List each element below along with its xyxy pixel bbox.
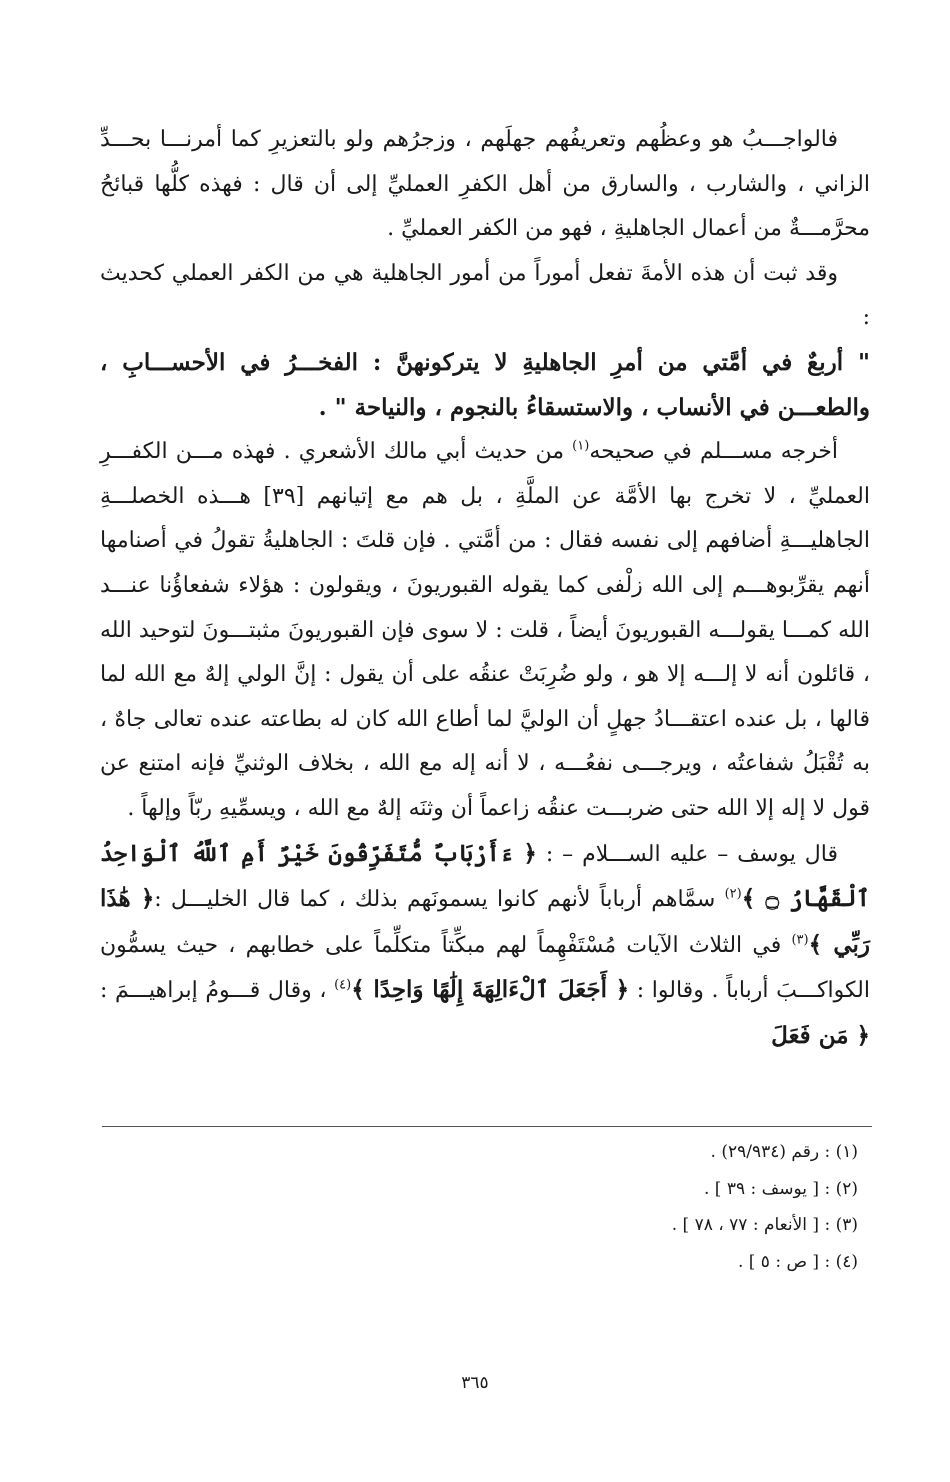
footnote-1: (١) : رقم (٢٩/٩٣٤) . bbox=[710, 1142, 858, 1162]
hadith-quote: " أربعٌ في أمَّتي من أمرِ الجاهليةِ لا يتركونهنَّ : الفخـــرُ في الأحســـابِ ، والطعـــن في الأنساب ، والاستسقاءُ بالنجوم ، والنياحة " . bbox=[100, 348, 870, 421]
paragraph-4-intro: قال يوسف – عليه الســـلام – : bbox=[536, 841, 838, 867]
footnote-ref-2[interactable]: (٢) bbox=[724, 886, 742, 902]
quran-verse-2: ﴿ هَٰذَا رَبِّي ﴾ bbox=[100, 885, 870, 958]
footnote-3: (٣) : [ الأنعام : ٧٧ ، ٧٨ ] . bbox=[671, 1215, 858, 1235]
paragraph-4-text-3: في الثلاث الآيات مُسْتَفْهِماً لهم مبكِّتاً متكلِّماً على خطابهم ، حيث يسمُّون الكواكـــبَ أرباباً . وقالوا : bbox=[100, 932, 870, 1004]
paragraph-3 bbox=[100, 430, 870, 831]
quran-verse-1: ﴿ ءَأَرْبَابٌ مُّتَفَرِّقُونَ خَيْرٌ أَمِ ٱللَّهُ ٱلْوَاحِدُ ٱلْقَهَّارُ ۝ ﴾ bbox=[100, 839, 871, 913]
footnote-2: (٢) : [ يوسف : ٣٩ ] . bbox=[704, 1178, 858, 1199]
paragraph-1: فالواجـــبُ هو وعظُهم وتعريفُهم جهلَهم ، وزجرُهم ولو بالتعزيرِ كما أمرنـــا بحـــدِّ الزاني ، والشارب ، والسارق من أهل الكفرِ العمليِّ إلى أن قال : فهذه كلُّها قبائحُ محرَّمـــةٌ من أعمال الجاهليةِ ، فهو من الكفر العمليِّ . bbox=[100, 127, 870, 242]
footnote-ref-4[interactable]: (٤) bbox=[334, 977, 352, 993]
quran-verse-3: ﴿ أَجَعَلَ ٱلْءَالِهَةَ إِلَٰهًا وَاحِدًا ﴾ bbox=[351, 976, 630, 1004]
paragraph-4-text-2: سمَّاهم أرباباً لأنهم كانوا يسمونَهم بذلك ، كما قال الخليـــل : bbox=[154, 887, 725, 913]
paragraph-4 bbox=[100, 832, 870, 1060]
paragraph-4-text-4: ، وقال قـــومُ إبراهيـــمَ : bbox=[100, 978, 335, 1004]
footnote-divider bbox=[102, 1126, 872, 1127]
main-text bbox=[100, 118, 870, 1059]
footnote-ref-3[interactable]: (٣) bbox=[791, 932, 809, 948]
page-number: ٣٦٥ bbox=[461, 1373, 489, 1393]
quran-verse-4: ﴿ مَن فَعَلَ bbox=[771, 1021, 870, 1049]
paragraph-3-rest: من حديث أبي مالك الأشعري . فهذه مـــن الكفـــرِ العمليِّ ، لا تخرج بها الأمَّة عن الملَّةِ ، بل هم مع إتيانهم [٣٩] هـــذه الخصلـــةِ الجاهليـــةِ أضافهم إلى نفسه فقال : من أمَّتي . فإن قلتَ : الجاهليةُ تقولُ في أصنامها أنهم يقرِّبوهـــم إلى الله زلْفى كما يقوله القبوريونَ ، ويقولون : هؤلاء شفعاؤُنا عنـــد الله كمـــا يقولـــه القبوريونَ أيضاً ، قلت : لا سوى فإن القبوريونَ مثبتـــونَ لتوحيد الله ، قائلون أنه لا إلـــه إلا هو ، ولو ضُرِبَتْ عنقُه على أن يقول : إنَّ الولي إلهٌ مع الله لما قالها ، بل عنده اعتقـــادُ جهلٍ أن الوليَّ لما أطاع الله كان له بطاعته عنده تعالى جاهٌ ، به تُقْبَلُ شفاعتُه ، ويرجـــى نفعُـــه ، لا أنه إله مع الله ، بخلاف الوثنيِّ فإنه امتنع عن قول لا إله إلا الله حتى ضربـــت عنقُه زاعماً أن وثنَه إلهٌ مع الله ، ويسمِّيهِ ربّاً وإلهاً . bbox=[100, 439, 871, 821]
paragraph-2: وقد ثبت أن هذه الأمةَ تفعل أموراً من أمور الجاهلية هي من الكفر العملي كحديث : bbox=[100, 260, 870, 331]
paragraph-3-start: أخرجه مســـلم في صحيحه bbox=[589, 439, 839, 465]
footnotes bbox=[298, 1134, 858, 1280]
footnote-4: (٤) : [ ص : ٥ ] . bbox=[737, 1251, 858, 1272]
footnote-ref-1[interactable]: (١) bbox=[572, 438, 590, 454]
